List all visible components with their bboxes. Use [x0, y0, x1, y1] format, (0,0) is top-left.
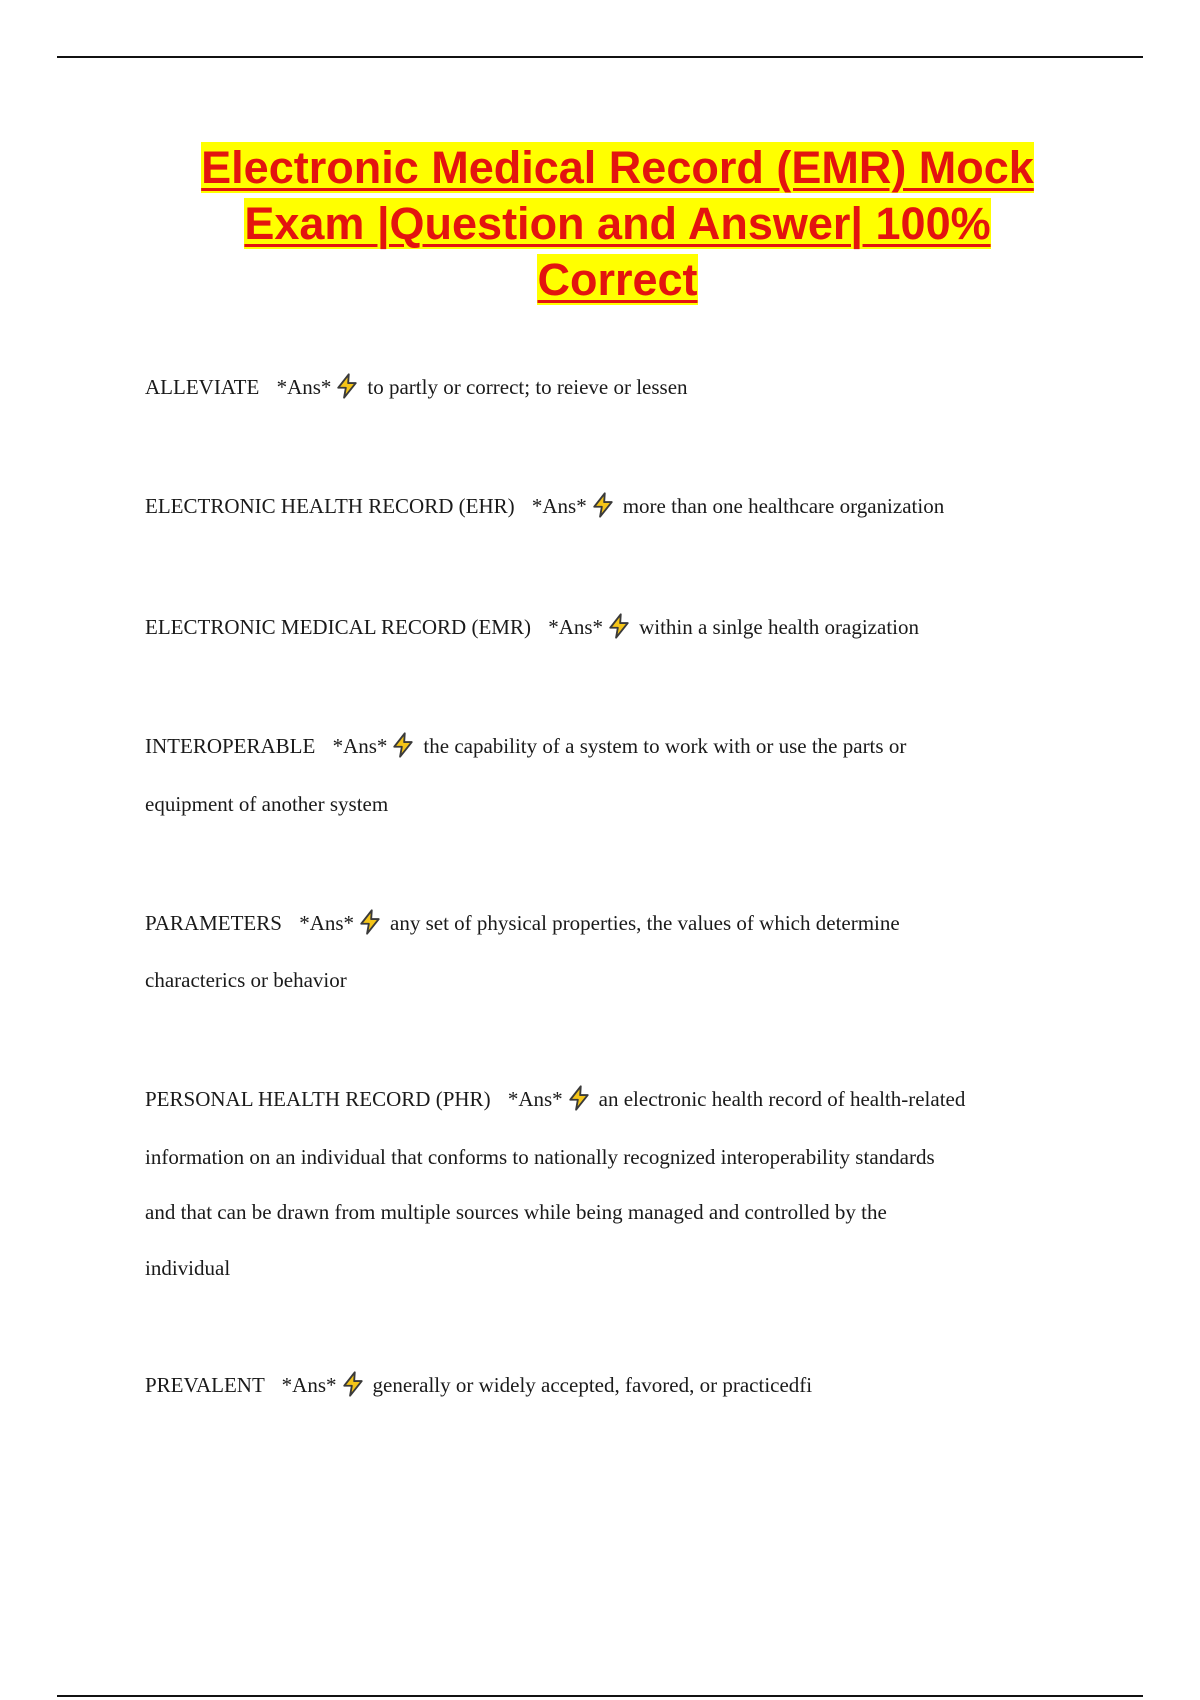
document-title	[120, 140, 1115, 308]
answer-marker: *Ans*	[507, 1087, 563, 1111]
answer-marker: *Ans*	[531, 494, 587, 518]
qa-line	[145, 372, 1105, 402]
definition-text: generally or widely accepted, favored, or practicedfi	[372, 1373, 813, 1397]
definition-text: within a sinlge health oragization	[639, 615, 919, 639]
definition-text: to partly or correct; to reieve or lessen	[367, 375, 688, 399]
qa-entry	[145, 1370, 1105, 1400]
definition-text: and that can be drawn from multiple sources while being managed and controlled by the	[145, 1200, 887, 1224]
qa-line	[145, 491, 1105, 521]
title-line-2: Exam |Question and Answer| 100%	[244, 198, 991, 249]
qa-line	[145, 908, 1105, 968]
answer-marker: *Ans*	[276, 375, 332, 399]
term: ELECTRONIC MEDICAL RECORD (EMR)	[145, 615, 531, 639]
title-line-3: Correct	[537, 254, 698, 305]
definition-text: individual	[145, 1256, 231, 1280]
definition-text: more than one healthcare organization	[622, 494, 945, 518]
top-rule	[57, 56, 1143, 58]
definition-text: information on an individual that conforms to nationally recognized interoperability standards	[145, 1145, 935, 1169]
title-line-1: Electronic Medical Record (EMR) Mock	[201, 142, 1034, 193]
term: PARAMETERS	[145, 911, 282, 935]
term: PERSONAL HEALTH RECORD (PHR)	[145, 1087, 491, 1111]
bottom-rule	[57, 1695, 1143, 1697]
qa-entry	[145, 731, 1105, 822]
qa-line	[145, 1370, 1105, 1400]
lightning-bolt-icon	[565, 1084, 593, 1112]
definition-text: characterics or behavior	[145, 968, 347, 992]
definition-text: any set of physical properties, the values of which determine	[390, 911, 900, 935]
qa-entry	[145, 908, 1105, 998]
lightning-bolt-icon	[356, 908, 384, 936]
lightning-bolt-icon	[589, 491, 617, 519]
lightning-bolt-icon	[339, 1370, 367, 1398]
term: ELECTRONIC HEALTH RECORD (EHR)	[145, 494, 515, 518]
qa-entry	[145, 1084, 1105, 1286]
term: ALLEVIATE	[145, 375, 260, 399]
answer-marker: *Ans*	[332, 734, 388, 758]
definition-text: equipment of another system	[145, 792, 389, 816]
definition-text: the capability of a system to work with or use the parts or	[423, 734, 907, 758]
qa-entry	[145, 372, 1105, 402]
qa-entry	[145, 612, 1105, 642]
answer-marker: *Ans*	[299, 911, 355, 935]
qa-line	[145, 612, 1105, 642]
qa-line	[145, 1084, 1105, 1145]
definition-text: an electronic health record of health-related	[598, 1087, 966, 1111]
qa-entry	[145, 491, 1105, 521]
lightning-bolt-icon	[389, 731, 417, 759]
qa-line	[145, 731, 1105, 792]
term: INTEROPERABLE	[145, 734, 316, 758]
lightning-bolt-icon	[333, 372, 361, 400]
answer-marker: *Ans*	[281, 1373, 337, 1397]
lightning-bolt-icon	[605, 612, 633, 640]
answer-marker: *Ans*	[548, 615, 604, 639]
term: PREVALENT	[145, 1373, 265, 1397]
